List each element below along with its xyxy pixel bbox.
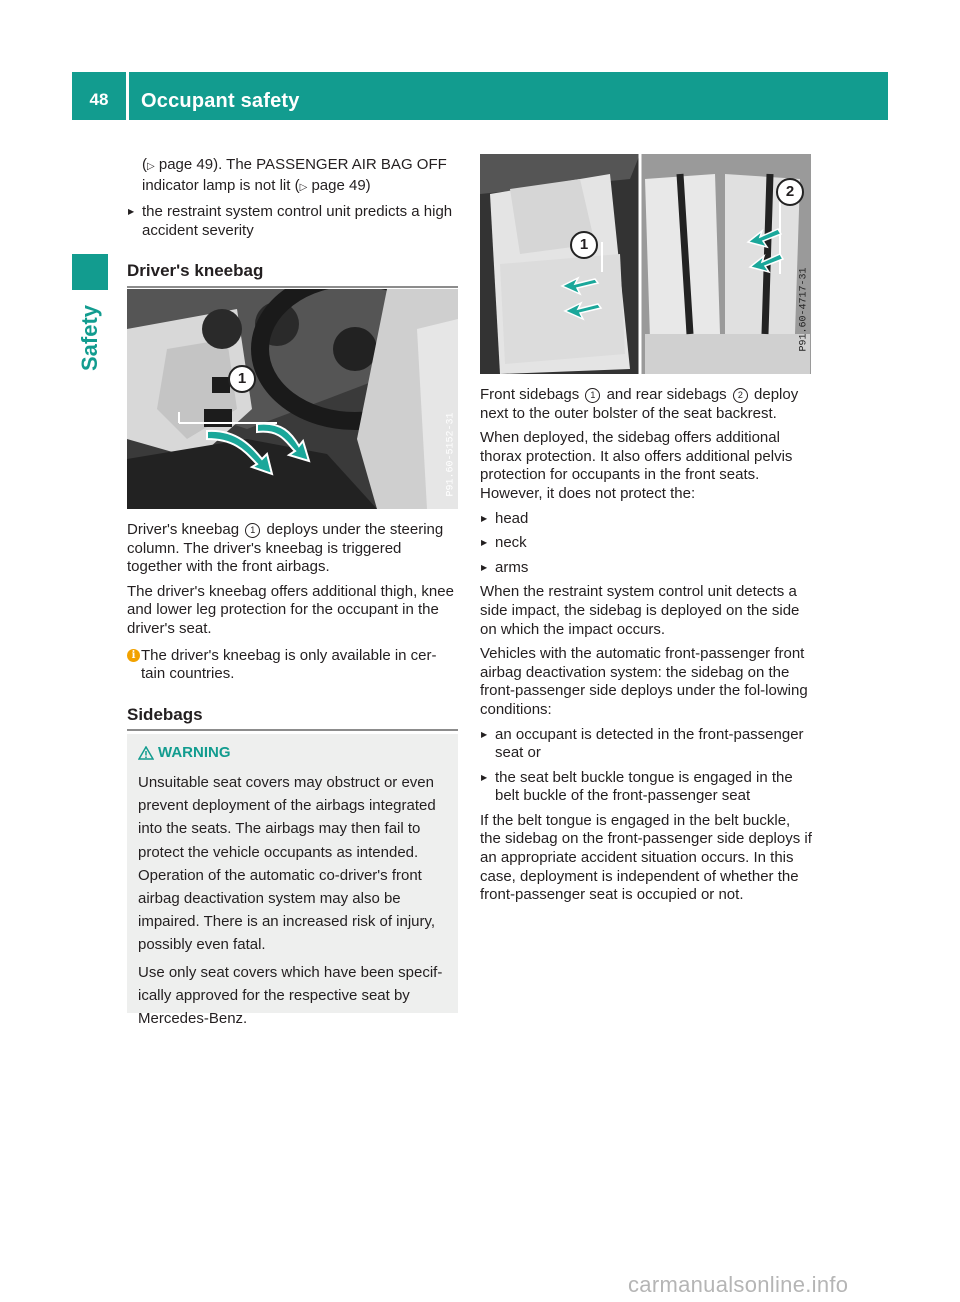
kneebag-text: Driver's kneebag 1 deploys under the steering column. The driver's kneebag is triggered together with the front airbags. The driver's kneebag offers additional thigh, knee and lower leg protection for the occupant in the driver's seat. i The driver's kneebag is only available in cer-tain countries. Sidebags xyxy=(127,521,458,731)
warning-box xyxy=(127,734,458,1028)
page-number: 48 xyxy=(89,90,109,109)
list-item: ▶ the seat belt buckle tongue is engaged in the belt buckle of the front-passenger seat xyxy=(480,769,812,806)
page-ref-arrow-icon: ▷ xyxy=(147,161,155,172)
warning-title: WARNING xyxy=(158,744,231,761)
watermark: carmanualsonline.info xyxy=(628,1272,849,1297)
list-item: ▶ the restraint system control unit predicts a high accident severity xyxy=(127,203,458,240)
list-item: ▶ an occupant is detected in the front-passenger seat or xyxy=(480,726,812,763)
list-item: ▶ arms xyxy=(480,559,812,578)
sidebags-figure xyxy=(480,154,811,374)
right-column: Front sidebags 1 and rear sidebags 2 deploy next to the outer bolster of the seat backrest. When deployed, the sidebag offers additional thorax protection. It also offers additional pelvis protection for occupants in the front seats. However, it does not protect the: ▶ head ▶ neck ▶ arms When the restraint system control unit detects a side impact, the sidebag is deployed on the side on which the impact occurs. Vehicles with the automatic front-passenger front airbag deactivation system: the sidebag on the front-passenger side deploys under the fol-lowing conditions: ▶ an occupant is detected in the front-passenger seat or ▶ the seat belt buckle tongue is engaged in the belt buckle of the front-passenger seat If the belt tongue is engaged in the belt buckle, the sidebag on the front-passenger side deploys if an appropriate accident situation occurs. In this case, deployment is independent of whether the front-passenger seat is occupied or not. xyxy=(480,386,812,911)
section-heading-kneebag: Driver's kneebag xyxy=(127,262,458,288)
callout-ref-1: 1 xyxy=(245,523,260,538)
page-title: Occupant safety xyxy=(141,90,300,112)
warning-triangle-icon xyxy=(138,746,154,760)
figure-code: P91.60-4717-31 xyxy=(798,267,810,352)
warning-text: Use only seat covers which have been specif-ically approved for the respective seat by Mercedes-Benz. xyxy=(138,963,443,1028)
section-tab xyxy=(74,296,106,380)
callout-1: 1 xyxy=(228,365,256,393)
figure-code: P91.60-5152-31 xyxy=(445,412,457,497)
callout-2: 2 xyxy=(776,178,804,206)
header-divider xyxy=(126,72,129,120)
warning-text: Unsuitable seat covers may obstruct or even prevent deployment of the airbags integrated into the seats. The airbags may then fail to protect the vehicle occupants as intended. Operation of the automatic co-driver's front airbag deactivation system may also be impaired. There is an increased risk of injury, possibly even fatal. xyxy=(138,774,436,954)
callout-ref-2: 2 xyxy=(733,388,748,403)
section-label: Safety xyxy=(77,304,102,372)
callout-ref-1: 1 xyxy=(585,388,600,403)
list-item: ▶ neck xyxy=(480,534,812,553)
intro-text: (▷ page 49). The PASSENGER AIR BAG OFF indicator lamp is not lit (▷ page 49) xyxy=(142,156,447,194)
sidebags-illustration xyxy=(480,154,811,374)
page-ref-arrow-icon: ▷ xyxy=(299,181,308,193)
callout-1: 1 xyxy=(570,231,598,259)
section-marker xyxy=(72,254,108,290)
list-item: ▶ head xyxy=(480,510,812,529)
left-column xyxy=(127,156,458,288)
kneebag-illustration xyxy=(127,289,458,509)
info-note: i The driver's kneebag is only available in cer-tain countries. xyxy=(127,647,458,684)
section-heading-sidebags: Sidebags xyxy=(127,706,458,732)
info-icon: i xyxy=(127,649,140,662)
kneebag-figure xyxy=(127,289,458,509)
